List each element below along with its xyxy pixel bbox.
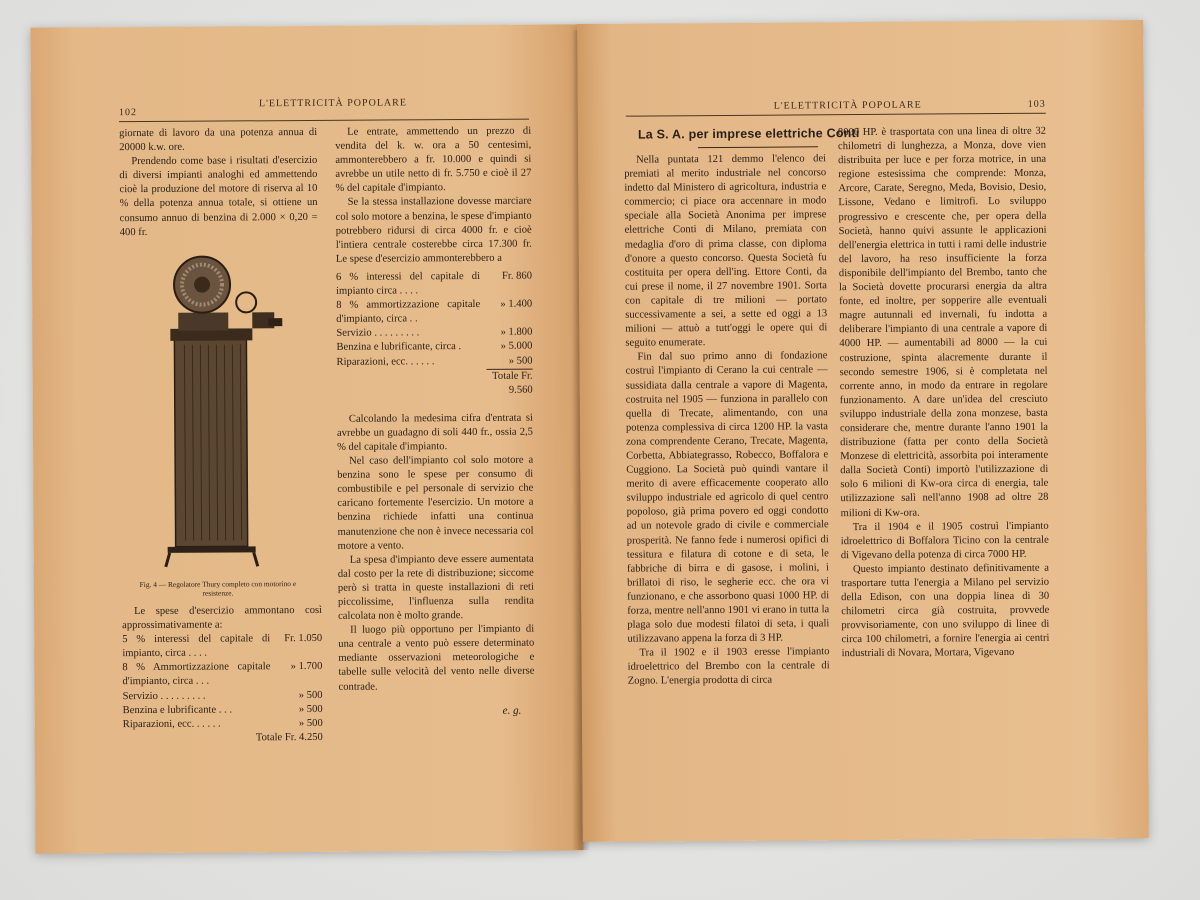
title-underline bbox=[698, 146, 818, 148]
row-label: Servizio . . . . . . . . . bbox=[122, 690, 206, 702]
row-label: Riparazioni, ecc. . . . . . bbox=[122, 718, 221, 730]
table-row bbox=[336, 298, 532, 327]
left-col2 bbox=[335, 125, 534, 695]
paragraph: giornate di lavoro da una potenza annua di 20000 k.w. ore. bbox=[119, 126, 318, 154]
paragraph: Prendendo come base i risultati d'esercizio di diversi impianti analoghi ed ammettendo cioè la produzione del motore di riserva al 10 % della potenza annua totale, si ottiene un consumo annuo di benzina di 2.000 × 0,20 = 400 fr. bbox=[119, 155, 318, 238]
paragraph: Tra il 1904 e il 1905 costruì l'impianto idroelettrico di Boffalora Ticino con la centrale di Vigevano della potenza di circa 7000 HP. bbox=[840, 520, 1049, 561]
row-value: » 5.000 bbox=[500, 341, 533, 353]
row-label: 8 % ammortizzazione capitale d'impianto, circa . . bbox=[336, 299, 481, 326]
paragraph: La spesa d'impianto deve essere aumentata dal costo per la rete di distribuzione; siccome però si tratta in queste installazioni di reti piccolissime, l'influenza sulla rendita calcolata non è molto grande. bbox=[337, 553, 535, 622]
left-page bbox=[30, 24, 583, 853]
row-value: » 1.400 bbox=[500, 298, 533, 310]
row-value: » 500 bbox=[508, 355, 533, 367]
right-head-rule bbox=[626, 113, 1046, 117]
table-row bbox=[122, 632, 322, 661]
row-label: Riparazioni, ecc. . . . . . bbox=[336, 355, 435, 368]
row-label: 5 % interessi del capitale di impianto, circa . . . . bbox=[122, 633, 271, 660]
row-value: Fr. 860 bbox=[501, 270, 533, 282]
signature: e. g. bbox=[502, 704, 522, 717]
row-value: » 500 bbox=[298, 717, 323, 729]
row-value: » 500 bbox=[298, 703, 323, 715]
table-row bbox=[336, 270, 532, 299]
right-col1 bbox=[624, 152, 830, 689]
figure-caption: Fig. 4 — Regolatore Thury completo con motorino e resistenze. bbox=[139, 579, 297, 598]
table-row bbox=[336, 326, 532, 341]
left-head-rule bbox=[119, 119, 529, 123]
row-value: » 1.700 bbox=[290, 661, 323, 673]
right-page bbox=[577, 20, 1149, 842]
row-label: Benzina e lubrificante . . . bbox=[122, 704, 233, 716]
table-row bbox=[336, 354, 532, 369]
row-label: 6 % interessi del capitale di impianto circa . . . . bbox=[335, 270, 481, 297]
paragraph: Nel caso dell'impianto col solo motore a benzina sono le spese per consumo di combustibile e pel personale di servizio che caricano fortemente l'esercizio. Un motore a benzina richiede infatti una continua manutenzione che non è invece necessaria col motore a vento. bbox=[337, 454, 534, 552]
left-col1-bottom bbox=[122, 604, 323, 746]
paragraph: Fin dal suo primo anno di fondazione costruì l'impianto di Cerano la cui centrale — sussidiata dalla centrale a vapore di Magenta, costruita nel 1905 — funziona in parallelo con quella di Trecate, alimentando, con una potenza complessiva di circa 1200 HP. la vasta zona comprendente Cerano, Trecate, Magenta, Corbetta, Abbiategrasso, Robecco, Boffalora e Cuggiono. La Società può quindi vantare il merito di avere efficacemente cooperato allo sviluppo industriale ed agricolo di quel centro popoloso, già prima povero ed oggi condotto ad un notevole grado di civile e commerciale prosperità. Ne fanno fede i numerosi opifici di tessitura e filatura di cotone e di seta, le fabbriche di birra e di gasose, i molini, i brillatoi di riso, le segherie ecc. che ora vi funzionano, e che assorbono quasi 1000 HP. di forza, mentre nell'anno 1901 vi erano in tutta la plaga solo due modesti filatoi di seta, i quali utilizzavano appena la forza di 3 HP. bbox=[625, 350, 830, 645]
right-running-head: L'ELETTRICITÀ POPOLARE bbox=[773, 99, 922, 112]
row-label: Servizio . . . . . . . . . bbox=[336, 327, 420, 340]
paragraph: Le spese d'esercizio ammontano così approssimativamente a: bbox=[122, 604, 323, 632]
paragraph: Se la stessa installazione dovesse marciare col solo motore a benzina, le spese d'impianto potrebbero ridursi di circa 4000 fr. e cioè l'intiera centrale costerebbe circa 17.300 fr. Le spese d'esercizio ammonterebbero a bbox=[335, 196, 532, 265]
paragraph: Nella puntata 121 demmo l'elenco dei premiati al merito industriale nel concorso indetto dal Ministero di agricoltura, industria e commercio; ci piace ora accennare in modo speciale alla Società Anonima per imprese elettriche Conti di Milano, premiata con medaglia d'oro di prima classe, con diploma d'onore a questo concorso. Questa Società fu costituita per opera dell'ing. Ettore Conti, da cui prese il nome, il 27 novembre 1901. Sorta con capitale di tre milioni — portato successivamente a sei, a sette ed oggi a 13 milioni — attuò a tutt'oggi le opere qui di seguito enumerate. bbox=[624, 153, 828, 349]
paragraph: Questo impianto destinato definitivamente a trasportare tutta l'energia a Milano pel servizio della Edison, con una doppia linea di 30 chilometri circa già costruita, provvede provvisoriamente, con uno sviluppo di linee di circa 100 chilometri, a fornire l'energia ai centri industriali di Novara, Mortara, Vigevano bbox=[841, 562, 1050, 660]
left-col1-top bbox=[119, 126, 318, 240]
table-row bbox=[122, 660, 322, 689]
table-row bbox=[123, 717, 323, 732]
thury-regulator-figure bbox=[160, 244, 292, 575]
row-value: Fr. 1.050 bbox=[284, 633, 323, 645]
right-page-number: 103 bbox=[1027, 98, 1046, 110]
row-value: » 500 bbox=[298, 689, 323, 701]
paragraph: Le entrate, ammettendo un prezzo di vendita del k. w. ora a 50 centesimi, ammonterebbero a fr. 10.000 e quindi si avrebbe un utile netto di fr. 5.750 e cioè il 27 % del capitale d'impianto. bbox=[335, 125, 532, 195]
right-col2 bbox=[838, 125, 1050, 662]
table-total: Totale Fr. 4.250 bbox=[255, 731, 323, 744]
left-page-number: 102 bbox=[118, 107, 138, 119]
table-row bbox=[336, 340, 532, 355]
article-title: La S. A. per imprese elettriche Conti bbox=[637, 126, 860, 142]
paragraph: 8000 HP. è trasportata con una linea di oltre 32 chilometri di lunghezza, a Monza, dove vien distribuita per luce e per forza motrice, in una regione estesissima che comprende: Monza, Arcore, Carate, Seregno, Meda, Bovisio, Desio, Lissone, Vedano e limitrofi. Lo sviluppo progressivo e crescente che, per opera della Società, hanno quivi assunte le applicazioni dell'energia elettrica in tutti i rami delle industrie del lavoro, ha reso insufficiente la forza disponibile dell'impianto del Brembo, tanto che la Società dovette procurarsi energia da altra fonte, ed inoltre, per sopperire alle eventuali magre autunnali ed invernali, fu indotta a deliberare l'impianto di una centrale a vapore di 4000 HP. — aumentabili ad 8000 — la cui costruzione, spinta alacremente durante il secondo semestre 1906, si è completata nel corrente anno, in modo da entrare in regolare funzionamento. A dare un'idea del cresciuto sviluppo industriale della zona monzese, basta considerare che, mentre durante l'anno 1901 la distribuzione (fatta per conto della Società Monzese di elettricità, assorbita poi interamente dalla Società Conti) importò l'utilizzazione di solo 6 milioni di Kw-ora circa di energia, tale utilizzazione salì nell'anno 1908 ad oltre 28 milioni di Kw-ora. bbox=[837, 125, 1049, 519]
table-row bbox=[123, 703, 323, 718]
paragraph: Calcolando la medesima cifra d'entrata si avrebbe un guadagno di soli 440 fr., ossia 2,5 % del capitale d'impianto. bbox=[336, 412, 533, 453]
table-row bbox=[123, 688, 323, 703]
row-label: 8 % Ammortizzazione capitale d'impianto, circa . . . bbox=[122, 661, 271, 688]
table-total: Totale Fr. 9.560 bbox=[487, 368, 533, 397]
row-label: Benzina e lubrificante, circa . bbox=[336, 341, 462, 354]
left-running-head: L'ELETTRICITÀ POPOLARE bbox=[258, 97, 407, 110]
row-value: » 1.800 bbox=[500, 326, 533, 339]
paragraph: Il luogo più opportuno per l'impianto di una centrale a vento può essere determinato mediante osservazioni meteorologiche e tabelle sulle velocità del vento nelle diverse contrade. bbox=[338, 623, 535, 693]
paragraph: Tra il 1902 e il 1903 eresse l'impianto idroelettrico del Brembo con la centrale di Zogno. L'energia prodotta di circa bbox=[627, 646, 830, 688]
